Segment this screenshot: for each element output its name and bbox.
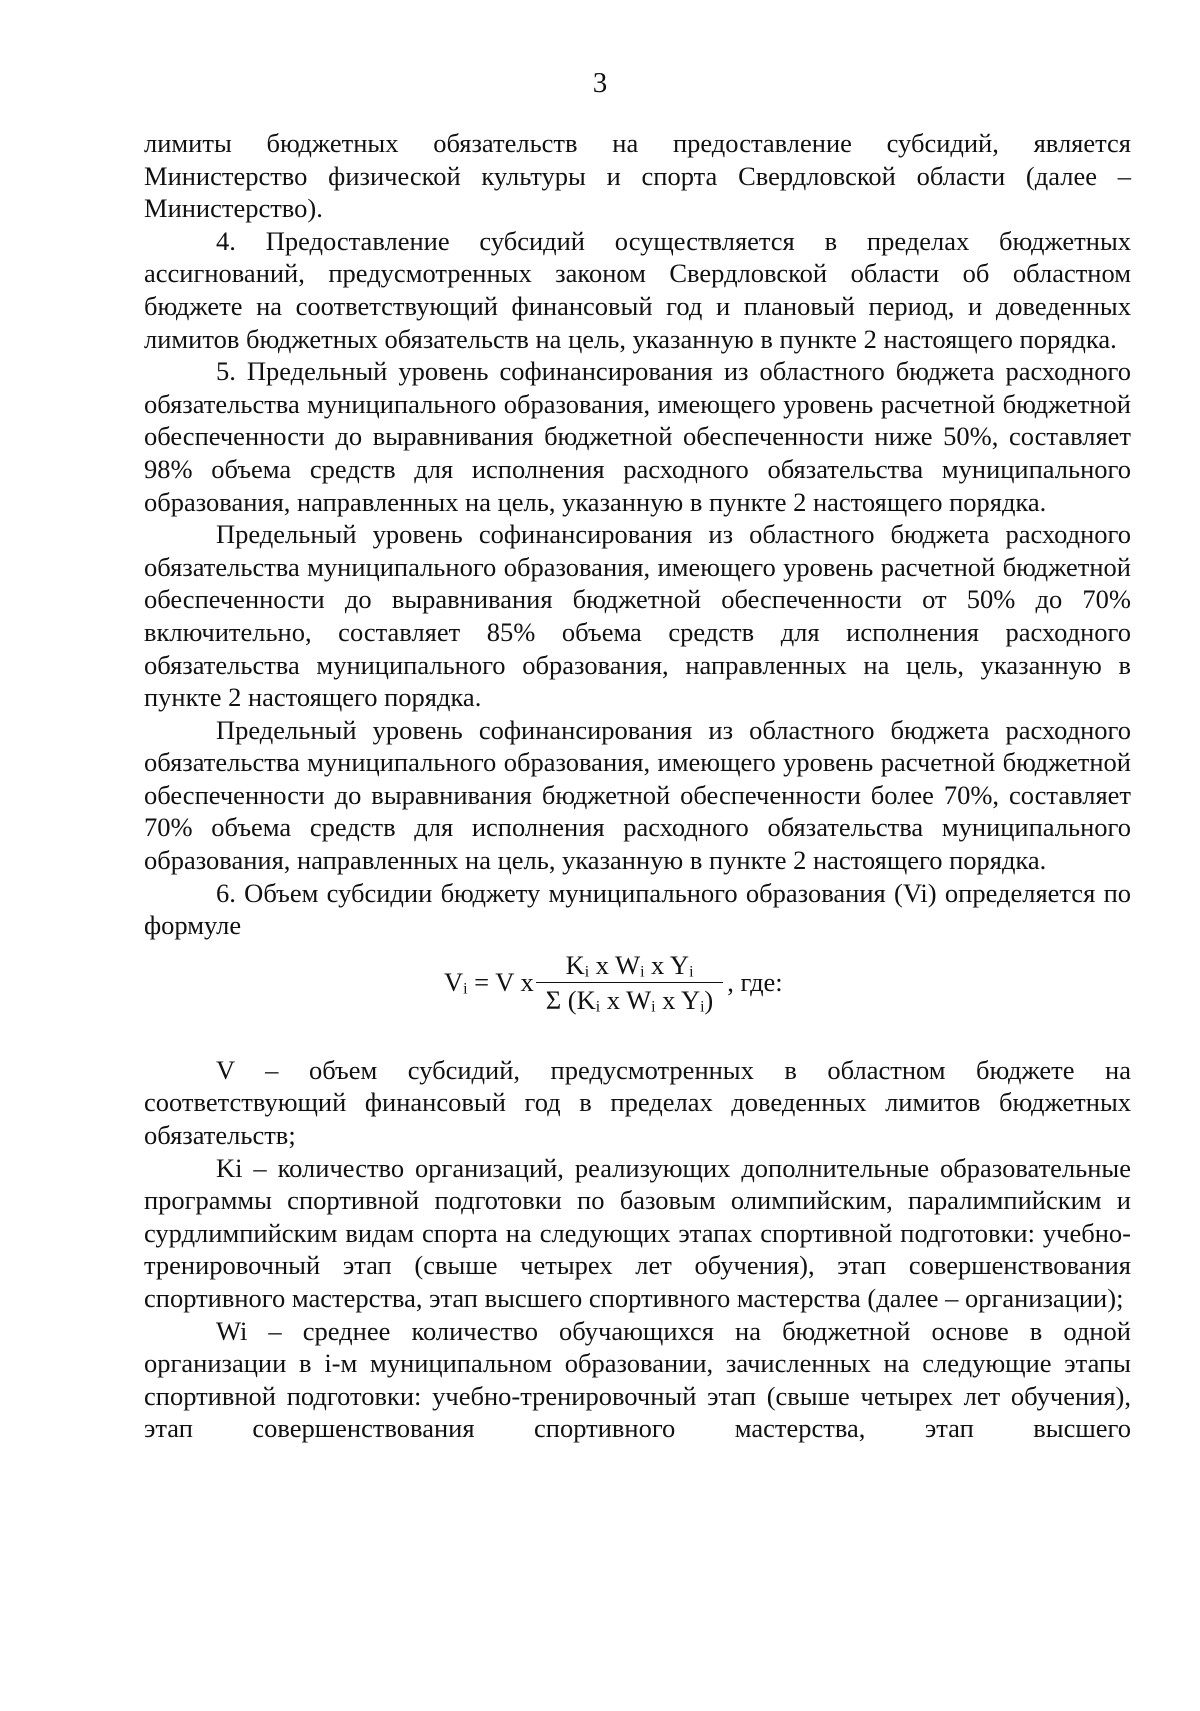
paragraph-item-4: 4. Предоставление субсидий осуществляется в пределах бюджетных ассигнований, предусмотренных законом Свердловской области об областном бюджете на соответствующий финансовый год и плановый период, и доведенных лимитов бюджетных обязательств на цель, указанную в пункте 2 настоящего порядка. <box>144 225 1131 354</box>
definition-v: V – объем субсидий, предусмотренных в областном бюджете на соответствующий финансовый год в пределах доведенных лимитов бюджетных обязательств; <box>144 1054 1131 1151</box>
formula-rhs: , где: <box>727 967 783 998</box>
subsidy-formula <box>144 942 1131 1054</box>
formula-lhs: Vᵢ = V x <box>444 967 534 998</box>
formula-denominator: Σ (Kᵢ x Wᵢ x Yᵢ) <box>545 984 714 1015</box>
formula-fraction <box>536 950 724 1015</box>
document-body <box>144 127 1131 1445</box>
paragraph-cofinancing-over-70: Предельный уровень софинансирования из областного бюджета расходного обязательства муниципального образования, имеющего уровень расчетной бюджетной обеспеченности до выравнивания бюджетной обеспеченности более 70%, составляет 70% объема средств для исполнения расходного обязательства муниципального образования, направленных на цель, указанную в пункте 2 настоящего порядка. <box>144 714 1131 876</box>
paragraph-cofinancing-50-70: Предельный уровень софинансирования из областного бюджета расходного обязательства муниципального образования, имеющего уровень расчетной бюджетной обеспеченности до выравнивания бюджетной обеспеченности от 50% до 70% включительно, составляет 85% объема средств для исполнения расходного обязательства муниципального образования, направленных на цель, указанную в пункте 2 настоящего порядка. <box>144 519 1131 713</box>
formula-numerator: Kᵢ x Wᵢ x Yᵢ <box>565 949 694 980</box>
definition-ki: Ki – количество организаций, реализующих дополнительные образовательные программы спортивной подготовки по базовым олимпийским, паралимпийским и сурдлимпийским видам спорта на следующих этапах спортивной подготовки: учебно-тренировочный этап (свыше четырех лет обучения), этап совершенствования спортивного мастерства, этап высшего спортивного мастерства (далее – организации); <box>144 1152 1131 1313</box>
definition-wi: Wi – среднее количество обучающихся на бюджетной основе в одной организации в i-м муниципальном образовании, зачисленных на следующие этапы спортивной подготовки: учебно-тренировочный этап (свыше четырех лет обучения), этап совершенствования спортивного мастерства, этап высшего <box>144 1315 1131 1444</box>
paragraph-continuation: лимиты бюджетных обязательств на предоставление субсидий, является Министерство физической культуры и спорта Свердловской области (далее – Министерство). <box>144 128 1131 224</box>
page-number: 3 <box>592 67 608 99</box>
paragraph-item-5: 5. Предельный уровень софинансирования из областного бюджета расходного обязательства муниципального образования, имеющего уровень расчетной бюджетной обеспеченности до выравнивания бюджетной обеспеченности ниже 50%, составляет 98% объема средств для исполнения расходного обязательства муниципального образования, направленных на цель, указанную в пункте 2 настоящего порядка. <box>144 356 1131 517</box>
paragraph-item-6: 6. Объем субсидии бюджету муниципального образования (Vi) определяется по формуле <box>144 877 1131 941</box>
